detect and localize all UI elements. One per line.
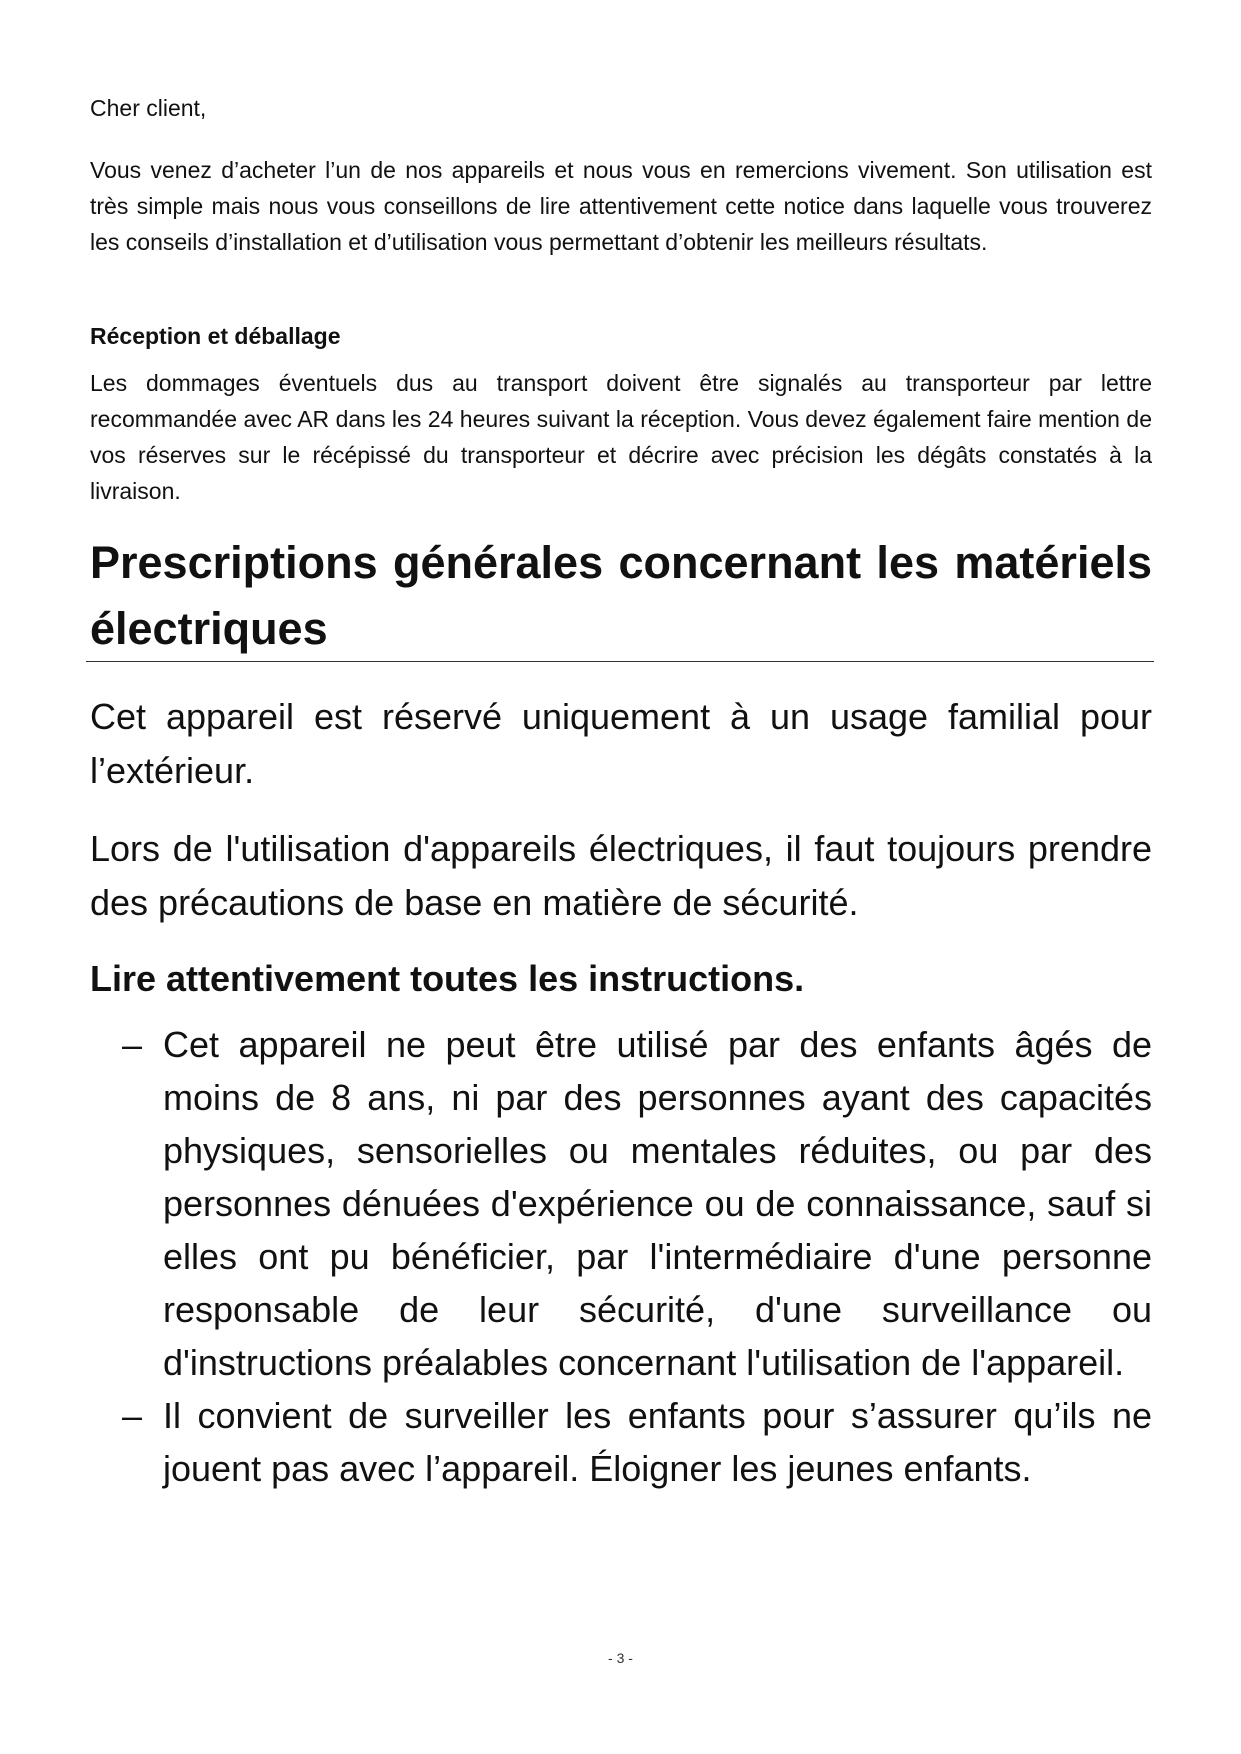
instructions-heading: Lire attentivement toutes les instructions. xyxy=(90,958,805,999)
greeting: Cher client, xyxy=(90,95,207,121)
bullet-dash-icon: – xyxy=(122,1395,143,1436)
safety-list xyxy=(90,1018,1152,1495)
bullet-dash-icon: – xyxy=(122,1024,143,1065)
list-item-text: Il convient de surveiller les enfants pour s’assurer qu’ils ne jouent pas avec l’appareil. Éloigner les jeunes enfants. xyxy=(163,1395,1152,1489)
list-item-text: Cet appareil ne peut être utilisé par des enfants âgés de moins de 8 ans, ni par des personnes ayant des capacités physiques, sensorielles ou mentales réduites, ou par des personnes dénuées d'expérience ou de connaissance, sauf si elles ont pu bénéficier, par l'intermédiaire d'une personne responsable de leur sécurité, d'une surveillance ou d'instructions préalables concernant l'utilisation de l'appareil. xyxy=(163,1024,1152,1383)
intro-paragraph: Vous venez d’acheter l’un de nos appareils et nous vous en remercions vivement. Son utilisation est très simple mais nous vous conseillons de lire attentivement cette notice dans laquelle vous trouverez les conseils d’installation et d’utilisation vous permettant d’obtenir les meilleurs résultats. xyxy=(90,157,1152,255)
usage-paragraph: Cet appareil est réservé uniquement à un usage familial pour l’extérieur. xyxy=(90,696,1152,791)
list-item xyxy=(90,1018,1152,1389)
list-item xyxy=(90,1389,1152,1495)
heading-underline xyxy=(86,661,1154,662)
section-heading: Prescriptions générales concernant les matériels électriques xyxy=(90,537,1152,654)
reception-paragraph: Les dommages éventuels dus au transport doivent être signalés au transporteur par lettre recommandée avec AR dans les 24 heures suivant la réception. Vous devez également faire mention de vos réserves sur le récépissé du transporteur et décrire avec précision les dégâts constatés à la livraison. xyxy=(90,370,1152,504)
precautions-paragraph: Lors de l'utilisation d'appareils électriques, il faut toujours prendre des précautions de base en matière de sécurité. xyxy=(90,828,1152,923)
reception-heading: Réception et déballage xyxy=(90,323,341,349)
page-number: - 3 - xyxy=(608,1650,633,1666)
